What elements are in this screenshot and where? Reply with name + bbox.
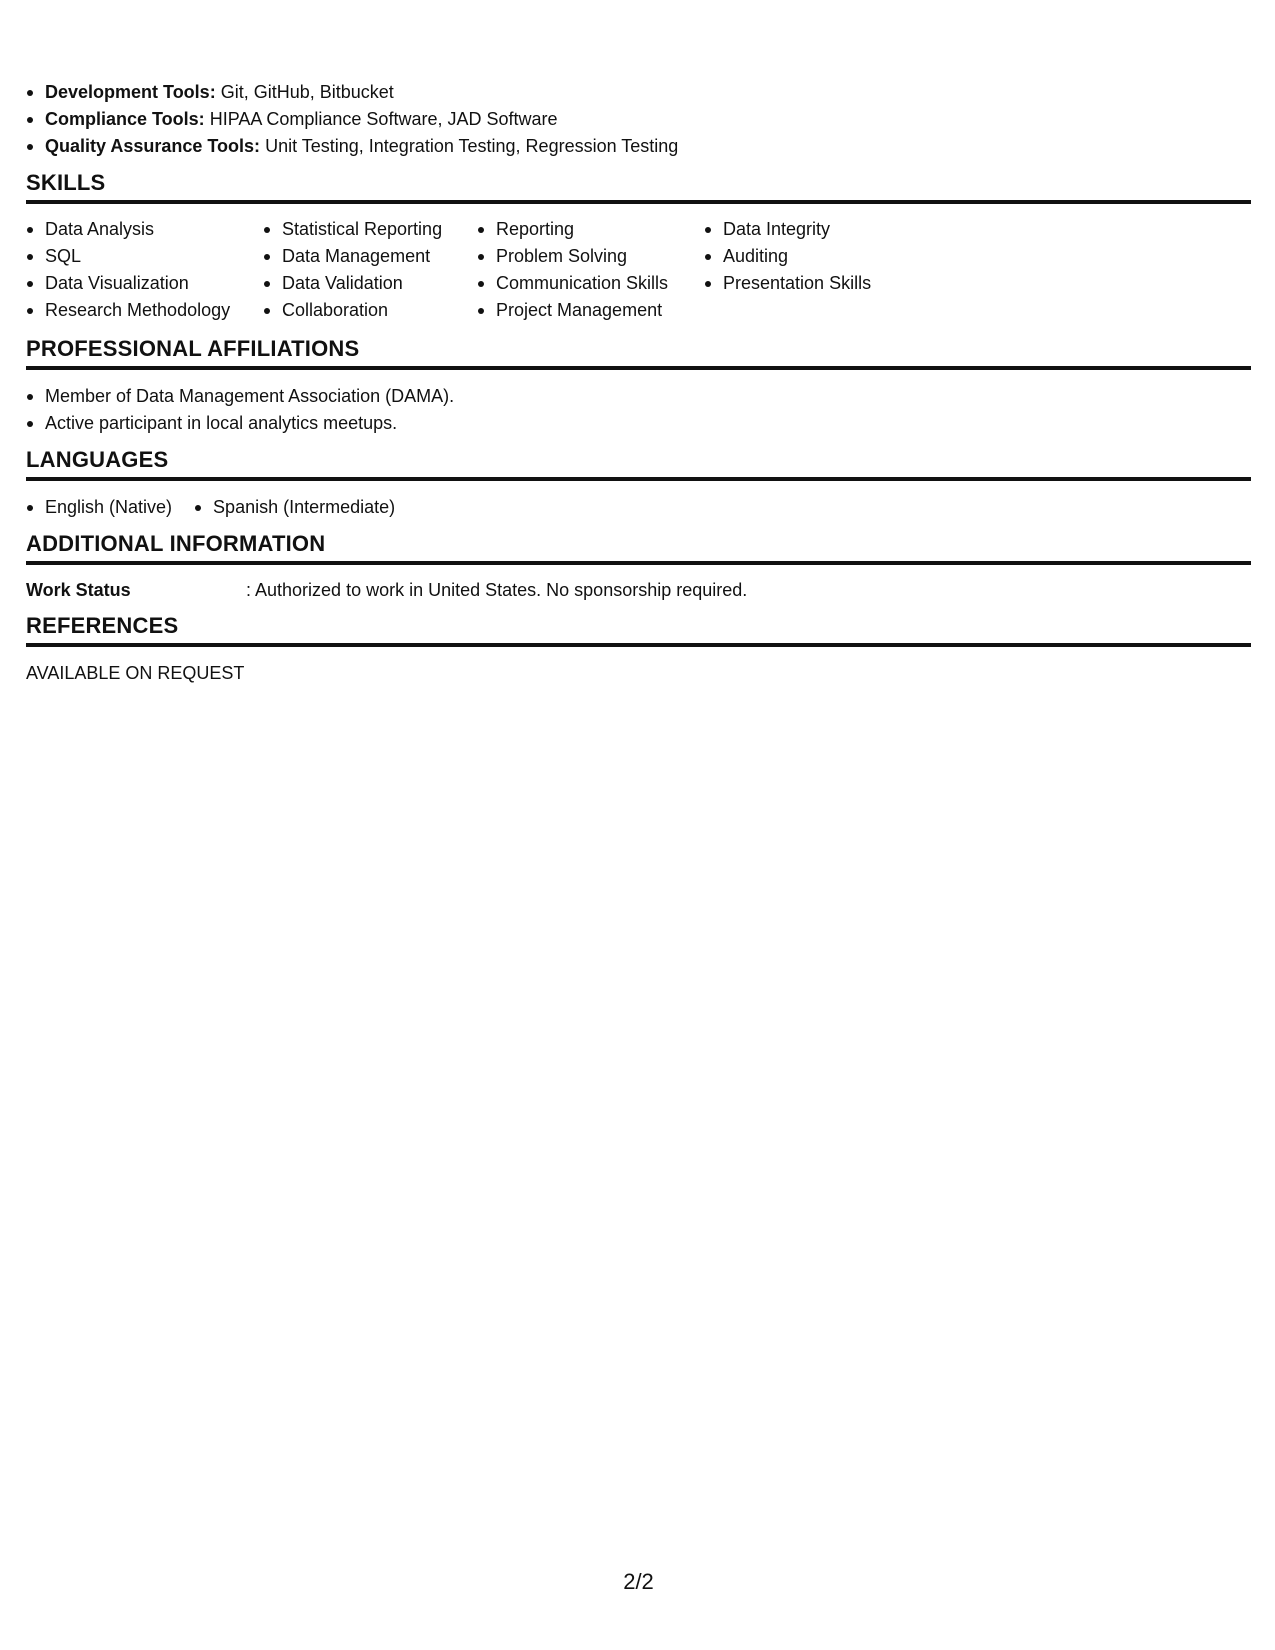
resume-page — [26, 0, 1251, 1650]
references-text: AVAILABLE ON REQUEST — [26, 663, 245, 683]
references-heading: REFERENCES — [26, 613, 179, 638]
list-item: Data Integrity — [704, 216, 904, 243]
section-divider — [26, 477, 1251, 481]
list-item: Data Visualization — [26, 270, 263, 297]
languages-list — [26, 494, 417, 521]
languages-heading: LANGUAGES — [26, 447, 169, 472]
list-item: Collaboration — [263, 297, 477, 324]
skills-column — [704, 216, 904, 324]
list-item: English (Native) — [26, 494, 172, 521]
skills-column — [26, 216, 263, 324]
skills-grid — [26, 216, 904, 324]
skills-column — [477, 216, 704, 324]
list-item — [26, 79, 678, 106]
list-item: Spanish (Intermediate) — [194, 494, 395, 521]
list-item — [26, 106, 678, 133]
list-item: Communication Skills — [477, 270, 704, 297]
tool-value: HIPAA Compliance Software, JAD Software — [204, 109, 558, 129]
affiliations-heading: PROFESSIONAL AFFILIATIONS — [26, 336, 360, 361]
section-divider — [26, 366, 1251, 370]
affiliations-list — [26, 383, 454, 437]
work-status-value: : Authorized to work in United States. No sponsorship required. — [246, 580, 748, 600]
tools-list — [26, 79, 678, 160]
list-item: Active participant in local analytics meetups. — [26, 410, 454, 437]
tool-label: Quality Assurance Tools: — [45, 136, 261, 156]
list-item: Problem Solving — [477, 243, 704, 270]
list-item: SQL — [26, 243, 263, 270]
work-status-label: Work Status — [26, 580, 131, 600]
additional-info-heading: ADDITIONAL INFORMATION — [26, 531, 326, 556]
list-item: Reporting — [477, 216, 704, 243]
list-item: Project Management — [477, 297, 704, 324]
section-divider — [26, 200, 1251, 204]
tool-value: Git, GitHub, Bitbucket — [215, 82, 394, 102]
page-number: 2/2 — [623, 1569, 654, 1594]
skills-column — [263, 216, 477, 324]
tool-value: Unit Testing, Integration Testing, Regression Testing — [260, 136, 679, 156]
skills-heading: SKILLS — [26, 170, 106, 195]
list-item: Data Management — [263, 243, 477, 270]
list-item — [26, 133, 678, 160]
section-divider — [26, 561, 1251, 565]
tool-label: Compliance Tools: — [45, 109, 205, 129]
list-item: Presentation Skills — [704, 270, 904, 297]
list-item: Research Methodology — [26, 297, 263, 324]
work-status-row — [26, 577, 747, 603]
list-item: Auditing — [704, 243, 904, 270]
list-item: Data Analysis — [26, 216, 263, 243]
list-item: Statistical Reporting — [263, 216, 477, 243]
list-item: Member of Data Management Association (DAMA). — [26, 383, 454, 410]
section-divider — [26, 643, 1251, 647]
list-item: Data Validation — [263, 270, 477, 297]
tool-label: Development Tools: — [45, 82, 216, 102]
